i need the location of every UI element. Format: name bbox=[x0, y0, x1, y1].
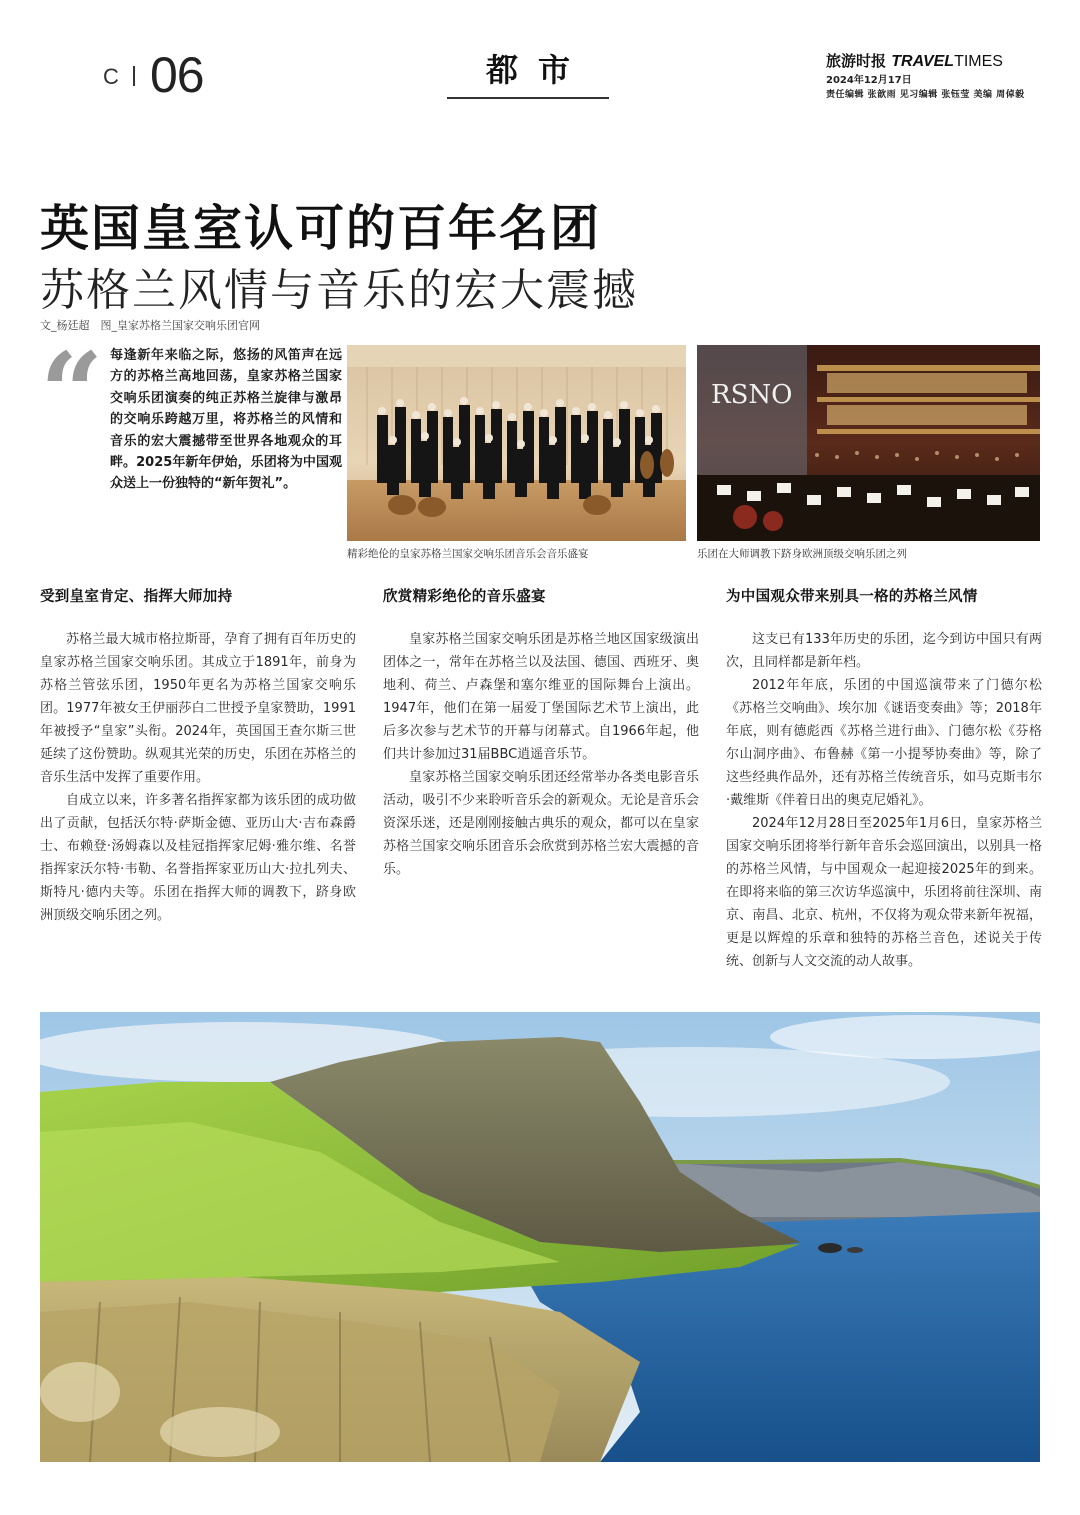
section-title: 都市 bbox=[485, 51, 590, 89]
paper-name-en: TIMES bbox=[954, 53, 1003, 70]
byline: 文_杨廷超 图_皇家苏格兰国家交响乐团官网 bbox=[40, 319, 260, 332]
column-1-paragraph: 苏格兰最大城市格拉斯哥，孕育了拥有百年历史的皇家苏格兰国家交响乐团。其成立于1891年，前身为苏格兰管弦乐团，1950年更名为苏格兰国家交响乐团。1977年被女王伊丽莎白二世授予皇家赞助，1991年被授予“皇家”头衔。2024年，英国国王查尔斯三世延续了这份赞助。纵观其光荣的历史，乐团在苏格兰的音乐生活中发挥了重要作用。 bbox=[40, 632, 356, 785]
concert-hall-photo-image bbox=[697, 345, 1040, 541]
column-3-paragraph: 这支已有133年历史的乐团，迄今到访中国只有两次，且同样都是新年档。 bbox=[726, 632, 1042, 670]
column-2-paragraph: 皇家苏格兰国家交响乐团是苏格兰地区国家级演出团体之一，常年在苏格兰以及法国、德国、西班牙、奥地利、荷兰、卢森堡和塞尔维亚的国际舞台上演出。1947年，他们在第一届爱丁堡国际艺术节上演出，此后多次参与艺术节的开幕与闭幕式。自1966年起，他们共计参加过31届BBC逍遥音乐节。 bbox=[383, 632, 699, 762]
column-3-heading: 为中国观众带来别具一格的苏格兰风情 bbox=[726, 589, 978, 605]
column-3-paragraph: 2012年年底，乐团的中国巡演带来了门德尔松《苏格兰交响曲》、埃尔加《谜语变奏曲》等；2018年年底，则有德彪西《苏格兰进行曲》、门德尔松《芬格尔山洞序曲》、布鲁赫《第一小提琴协奏曲》等，除了这些经典作品外，还有苏格兰传统音乐，如马克斯韦尔·戴维斯《伴着日出的奥克尼婚礼》。 bbox=[726, 678, 1042, 808]
masthead bbox=[0, 0, 1080, 110]
column-3-paragraph: 2024年12月28日至2025年1月6日，皇家苏格兰国家交响乐团将举行新年音乐会巡回演出，以别具一格的苏格兰风情，与中国观众一起迎接2025年的到来。在即将来临的第三次访华巡演中，乐团将前往深圳、南京、南昌、北京、杭州，不仅将为观众带来新年祝福，更是以辉煌的乐章和独特的苏格兰音色，述说关于传统、创新与人文交流的动人故事。 bbox=[726, 816, 1042, 969]
concert-hall-photo bbox=[697, 345, 1040, 541]
paper-staff: 责任编辑 张歆雨 见习编辑 张钰莹 美编 周倬毅 bbox=[826, 90, 1025, 100]
orchestra-photo-image bbox=[347, 345, 686, 541]
article-column-1 bbox=[40, 585, 356, 927]
scottish-coast-photo bbox=[40, 1012, 1040, 1462]
page-separator bbox=[133, 66, 135, 86]
column-2-heading: 欣赏精彩绝伦的音乐盛宴 bbox=[383, 589, 546, 605]
paper-name-en-bold: TRAVEL bbox=[891, 53, 955, 70]
page-number: 06 bbox=[150, 47, 204, 103]
orchestra-photo bbox=[347, 345, 686, 541]
section-letter: C bbox=[103, 64, 120, 89]
section-title-rule bbox=[447, 97, 609, 99]
column-1-paragraph: 自成立以来，许多著名指挥家都为该乐团的成功做出了贡献，包括沃尔特·萨斯金德、亚历山大·吉布森爵士、布赖登·汤姆森以及桂冠指挥家尼姆·雅尔维、名誉指挥家沃尔特·韦勒、名誉指挥家亚历山大·拉扎列夫、斯特凡·德内夫等。乐团在指挥大师的调教下，跻身欧洲顶级交响乐团之列。 bbox=[40, 793, 356, 923]
orchestra-photo-caption: 精彩绝伦的皇家苏格兰国家交响乐团音乐会音乐盛宴 bbox=[347, 548, 589, 560]
concert-hall-photo-caption: 乐团在大师调教下跻身欧洲顶级交响乐团之列 bbox=[697, 548, 907, 560]
article-column-2 bbox=[383, 585, 699, 881]
paper-name-cn: 旅游时报 bbox=[826, 52, 887, 70]
rsno-sign: RSNO bbox=[711, 380, 793, 410]
lead-paragraph: 每逢新年来临之际，悠扬的风笛声在远方的苏格兰高地回荡，皇家苏格兰国家交响乐团演奏的纯正苏格兰旋律与激昂的交响乐跨越万里，将苏格兰的风情和音乐的宏大震撼带至世界各地观众的耳畔。2025年新年伊始，乐团将为中国观众送上一份独特的“新年贺礼”。 bbox=[110, 348, 342, 492]
subheadline: 苏格兰风情与音乐的宏大震撼 bbox=[40, 265, 638, 316]
quote-mark-icon: “ bbox=[40, 328, 104, 457]
scottish-coast-image bbox=[40, 1012, 1040, 1462]
paper-name bbox=[826, 50, 1003, 71]
paper-date: 2024年12月17日 bbox=[826, 75, 912, 86]
headline: 英国皇室认可的百年名团 bbox=[40, 199, 602, 257]
column-2-paragraph: 皇家苏格兰国家交响乐团还经常举办各类电影音乐活动，吸引不少来聆听音乐会的新观众。无论是音乐会资深乐迷，还是刚刚接触古典乐的观众，都可以在皇家苏格兰国家交响乐团音乐会欣赏到苏格兰宏大震撼的音乐。 bbox=[383, 770, 699, 877]
column-1-heading: 受到皇室肯定、指挥大师加持 bbox=[40, 589, 233, 605]
article-column-3 bbox=[726, 585, 1042, 973]
